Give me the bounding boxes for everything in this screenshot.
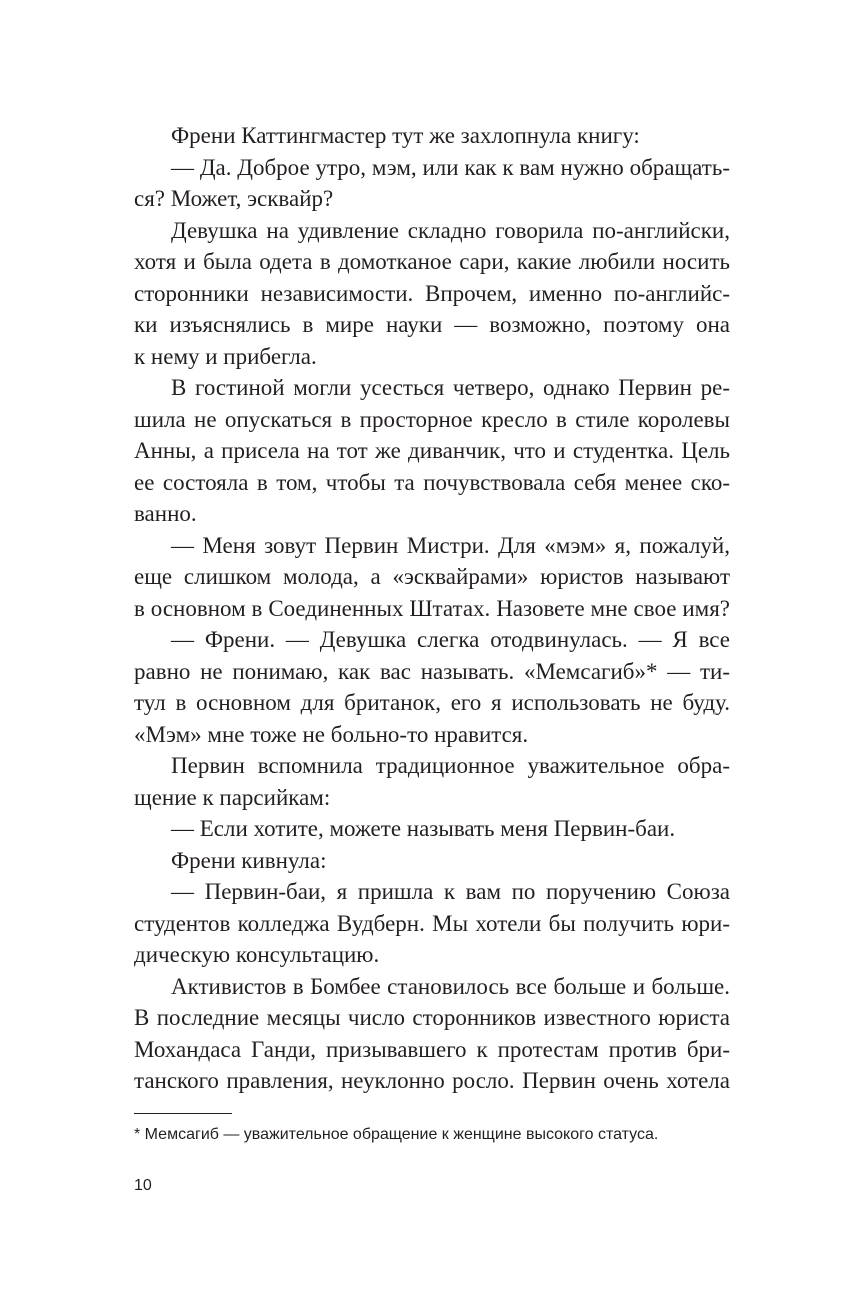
text-line: в основном в Соединенных Штатах. Назовете мне свое имя? (134, 595, 730, 621)
footnote: * Мемсагиб — уважительное обращение к женщине высокого статуса. (134, 1126, 659, 1143)
text-line: — Меня зовут Первин Мистри. Для «мэм» я, пожалуй, (171, 532, 730, 558)
text-line: шила не опускаться в просторное кресло в стиле королевы (134, 406, 730, 432)
text-line: — Первин-баи, я пришла к вам по поручению Союза (171, 879, 730, 904)
footnote-divider (134, 1113, 232, 1114)
text-line: ванно. (134, 501, 197, 526)
text-line: «Мэм» мне тоже не больно-то нравится. (134, 721, 529, 747)
text-line: тул в основном для британок, его я использовать не буду. (134, 690, 730, 715)
text-line: сторонники независимости. Впрочем, именно по-английс- (134, 280, 730, 306)
text-line: хотя и была одета в домотканое сари, какие любили носить (134, 249, 730, 274)
text-line: Мохандаса Ганди, призывавшего к протестам против бри- (134, 1036, 730, 1062)
text-line: ся? Может, эсквайр? (134, 186, 334, 211)
text-line: Девушка на удивление складно говорила по-английски, (171, 217, 730, 243)
text-line: щение к парсийкам: (134, 784, 331, 810)
text-line: дическую консультацию. (134, 942, 380, 967)
text-line: Френи Каттингмастер тут же захлопнула книгу: (171, 123, 640, 148)
text-line: студентов колледжа Вудберн. Мы хотели бы получить юри- (134, 910, 730, 936)
text-line: ки изъяснялись в мире науки — возможно, поэтому она (134, 312, 730, 337)
body-text (134, 120, 730, 1097)
text-line: танского правления, неуклонно росло. Первин очень хотела (134, 1068, 730, 1093)
text-line: Анны, а присела на тот же диванчик, что и студентка. Цель (134, 438, 730, 463)
text-line: В последние месяцы число сторонников известного юриста (134, 1005, 730, 1030)
text-line: — Френи. — Девушка слегка отодвинулась. — Я все (171, 627, 730, 652)
text-line: — Если хотите, можете называть меня Первин-баи. (171, 816, 676, 841)
text-line: В гостиной могли усесться четверо, однако Первин ре- (171, 375, 730, 400)
page-number: 10 (134, 1177, 152, 1194)
text-line: Активистов в Бомбее становилось все больше и больше. (171, 973, 730, 999)
text-line: еще слишком молода, а «эсквайрами» юристов называют (134, 564, 730, 589)
text-line: — Да. Доброе утро, мэм, или как к вам нужно обращать- (171, 154, 730, 180)
text-line: к нему и прибегла. (134, 343, 317, 369)
text-line: равно не понимаю, как вас называть. «Мемсагиб»* — ти- (134, 658, 730, 684)
text-line: Френи кивнула: (171, 847, 327, 873)
text-line: Первин вспомнила традиционное уважительное обра- (171, 753, 730, 778)
text-line: ее состояла в том, чтобы та почувствовала себя менее ско- (134, 469, 730, 495)
